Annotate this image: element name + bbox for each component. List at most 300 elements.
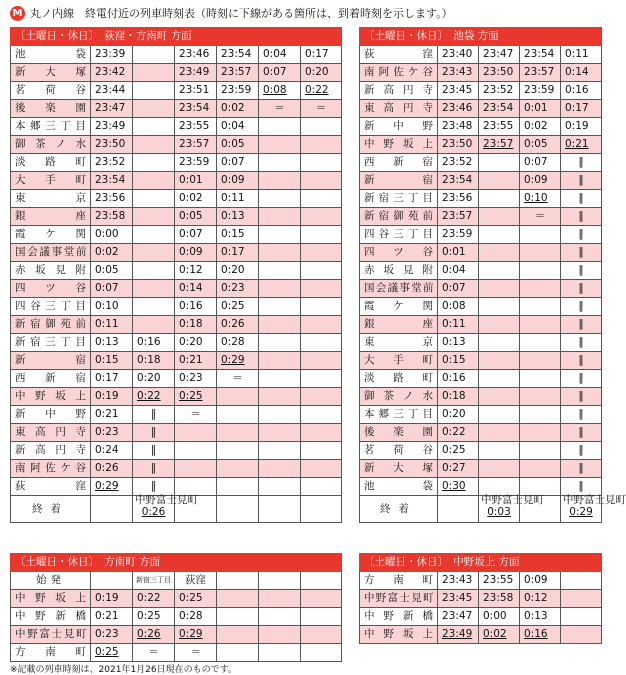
departure-time — [520, 478, 561, 496]
departure-time — [301, 644, 342, 662]
final-cell — [133, 494, 198, 523]
time-value: ‖ — [578, 444, 584, 456]
start-station — [259, 572, 301, 590]
table-row — [11, 118, 342, 136]
departure-time — [91, 460, 133, 478]
station-name: 南阿佐ケ谷 — [360, 64, 438, 82]
final-destination-row — [11, 496, 342, 523]
table-row — [360, 572, 602, 590]
station-name: 新大塚 — [11, 64, 91, 82]
departure-time — [438, 244, 479, 262]
time-value: ＝ — [315, 102, 327, 114]
departure-time — [175, 442, 217, 460]
timetable-nakanosakaue — [359, 553, 602, 644]
departure-time — [438, 572, 479, 590]
departure-time — [301, 136, 342, 154]
time-value: 0:12 — [179, 264, 203, 276]
final-cell — [91, 496, 133, 523]
departure-time — [259, 406, 301, 424]
departure-time — [217, 388, 259, 406]
time-value: 0:11 — [442, 318, 466, 330]
time-value: 23:52 — [95, 156, 126, 168]
table-row — [11, 298, 342, 316]
time-value: 23:54 — [95, 174, 126, 186]
departure-time — [520, 298, 561, 316]
time-value: 0:00 — [483, 610, 507, 622]
departure-time — [259, 626, 301, 644]
station-name: 四谷三丁目 — [360, 226, 438, 244]
time-value: 0:17 — [305, 48, 329, 60]
time-value: 23:52 — [483, 84, 514, 96]
departure-time — [479, 352, 520, 370]
departure-time — [479, 64, 520, 82]
departure-time — [301, 388, 342, 406]
departure-time — [561, 118, 602, 136]
time-value: 0:22 — [305, 84, 329, 96]
departure-time — [259, 172, 301, 190]
time-value: 0:16 — [442, 372, 466, 384]
time-value: 23:56 — [95, 192, 126, 204]
departure-time — [91, 352, 133, 370]
final-arrival-time — [481, 506, 517, 519]
table-row — [11, 154, 342, 172]
departure-time — [479, 590, 520, 608]
station-name: 新中野 — [360, 118, 438, 136]
departure-time — [259, 64, 301, 82]
table-row — [360, 406, 602, 424]
departure-time — [301, 334, 342, 352]
departure-time — [438, 190, 479, 208]
departure-time — [133, 226, 175, 244]
departure-time — [133, 460, 175, 478]
departure-time — [438, 478, 479, 496]
table-row — [11, 352, 342, 370]
time-value: ‖ — [150, 444, 157, 456]
time-value: 0:21 — [95, 408, 119, 420]
time-value: 0:19 — [95, 592, 119, 604]
departure-time — [301, 100, 342, 118]
departure-time — [438, 118, 479, 136]
departure-time — [217, 262, 259, 280]
departure-time — [438, 82, 479, 100]
start-station — [91, 572, 133, 590]
departure-time — [301, 154, 342, 172]
departure-time — [217, 190, 259, 208]
departure-time — [217, 118, 259, 136]
departure-time — [561, 316, 602, 334]
departure-time — [520, 334, 561, 352]
departure-time — [520, 572, 561, 590]
departure-time — [479, 46, 520, 64]
final-cell — [561, 494, 626, 523]
time-value: 0:09 — [524, 574, 548, 586]
departure-time — [217, 82, 259, 100]
time-value: ＝ — [534, 210, 546, 222]
station-name: 四谷三丁目 — [11, 298, 91, 316]
time-value: 0:16 — [524, 628, 548, 640]
time-value: 0:23 — [221, 282, 245, 294]
time-value: 0:17 — [221, 246, 245, 258]
time-value: 0:09 — [179, 246, 203, 258]
time-value: 0:15 — [95, 354, 119, 366]
departure-time — [91, 334, 133, 352]
time-value: 23:48 — [442, 120, 473, 132]
departure-time — [479, 154, 520, 172]
departure-time — [520, 118, 561, 136]
time-value: 23:56 — [442, 192, 473, 204]
departure-time — [301, 208, 342, 226]
station-name: 国会議事堂前 — [11, 244, 91, 262]
time-value: 0:25 — [221, 300, 245, 312]
departure-time — [217, 154, 259, 172]
time-value: 0:15 — [221, 228, 245, 240]
departure-time — [561, 626, 602, 644]
timetable-honancho — [10, 553, 342, 662]
table-row — [11, 280, 342, 298]
departure-time — [479, 82, 520, 100]
departure-time — [133, 442, 175, 460]
departure-time — [91, 406, 133, 424]
departure-time — [217, 64, 259, 82]
table-row — [360, 172, 602, 190]
station-name: 新宿三丁目 — [11, 334, 91, 352]
time-value: 0:18 — [179, 318, 203, 330]
time-value: 0:07 — [95, 282, 119, 294]
time-value: 23:57 — [179, 138, 210, 150]
departure-time — [438, 280, 479, 298]
departure-time — [133, 370, 175, 388]
departure-time — [479, 262, 520, 280]
departure-time — [217, 626, 259, 644]
departure-time — [91, 298, 133, 316]
departure-time — [520, 608, 561, 626]
departure-time — [175, 244, 217, 262]
time-value: 0:08 — [263, 84, 287, 96]
departure-time — [175, 316, 217, 334]
departure-time — [561, 460, 602, 478]
departure-time — [561, 442, 602, 460]
departure-time — [217, 280, 259, 298]
time-value: 0:26 — [95, 462, 119, 474]
departure-time — [561, 136, 602, 154]
station-name: 東高円寺 — [11, 424, 91, 442]
time-value: 0:17 — [95, 372, 119, 384]
time-value: ‖ — [578, 390, 584, 402]
time-value: 23:54 — [179, 102, 210, 114]
time-value: 23:49 — [179, 66, 210, 78]
departure-time — [438, 208, 479, 226]
departure-time — [175, 388, 217, 406]
departure-time — [259, 244, 301, 262]
departure-time — [259, 100, 301, 118]
departure-time — [259, 262, 301, 280]
departure-time — [561, 424, 602, 442]
table-direction-header — [360, 28, 602, 46]
departure-time — [561, 244, 602, 262]
departure-time — [438, 460, 479, 478]
table-row — [360, 388, 602, 406]
departure-time — [479, 370, 520, 388]
departure-time — [438, 626, 479, 644]
time-value: 0:29 — [221, 354, 245, 366]
departure-time — [133, 334, 175, 352]
table-row — [360, 118, 602, 136]
time-value: 0:09 — [221, 174, 245, 186]
departure-time — [133, 388, 175, 406]
time-value: 0:02 — [95, 246, 119, 258]
time-value: 0:07 — [524, 156, 548, 168]
departure-time — [301, 406, 342, 424]
time-value: ＝ — [190, 646, 201, 658]
station-name: 西新宿 — [11, 370, 91, 388]
station-name: 新高円寺 — [11, 442, 91, 460]
departure-time — [217, 208, 259, 226]
departure-time — [175, 154, 217, 172]
station-name: 東高円寺 — [360, 100, 438, 118]
departure-time — [438, 388, 479, 406]
departure-time — [520, 352, 561, 370]
table-row — [360, 154, 602, 172]
final-destination: 中野富士見町 — [481, 494, 544, 506]
departure-time — [217, 316, 259, 334]
departure-time — [438, 100, 479, 118]
time-value: ‖ — [578, 192, 584, 204]
departure-time — [479, 460, 520, 478]
time-value: ‖ — [578, 282, 584, 294]
station-name: 御茶ノ水 — [11, 136, 91, 154]
table-row — [11, 262, 342, 280]
time-value: 0:16 — [565, 84, 589, 96]
departure-time — [520, 590, 561, 608]
departure-time — [479, 424, 520, 442]
departure-time — [561, 590, 602, 608]
station-name: 荻窪 — [11, 478, 91, 496]
departure-time — [301, 190, 342, 208]
departure-time — [479, 478, 520, 496]
departure-time — [175, 136, 217, 154]
time-value: 0:13 — [442, 336, 466, 348]
departure-time — [91, 280, 133, 298]
time-value: 23:55 — [483, 574, 514, 586]
station-name: 新宿 — [11, 352, 91, 370]
departure-time — [479, 280, 520, 298]
station-name: 赤坂見附 — [360, 262, 438, 280]
departure-time — [259, 644, 301, 662]
time-value: 23:46 — [179, 48, 210, 60]
departure-time — [301, 626, 342, 644]
time-value: 0:07 — [221, 156, 245, 168]
page-title: 丸ノ内線 終電付近の列車時刻表（時刻に下線がある箇所は、到着時刻を示します。） — [30, 7, 453, 20]
departure-time — [175, 190, 217, 208]
departure-time — [133, 46, 175, 64]
departure-time — [520, 280, 561, 298]
time-value: 0:27 — [442, 462, 466, 474]
departure-time — [133, 280, 175, 298]
time-value: 23:47 — [483, 48, 514, 60]
departure-time — [520, 424, 561, 442]
final-cell — [479, 494, 544, 523]
time-value: 0:30 — [442, 480, 466, 492]
station-name: 銀座 — [11, 208, 91, 226]
time-value: 23:59 — [221, 84, 252, 96]
departure-time — [217, 644, 259, 662]
departure-time — [301, 316, 342, 334]
station-name: 霞ケ関 — [360, 298, 438, 316]
table-direction-header — [11, 28, 342, 46]
departure-time — [217, 424, 259, 442]
time-value: 23:54 — [483, 102, 514, 114]
departure-time — [479, 136, 520, 154]
time-value: 23:43 — [442, 574, 473, 586]
departure-time — [91, 262, 133, 280]
table-row — [360, 136, 602, 154]
time-value: 23:54 — [442, 174, 473, 186]
departure-time — [217, 244, 259, 262]
station-name: 荻窪 — [360, 46, 438, 64]
direction-title: 〔土曜日・休日〕 池袋 方面 — [360, 28, 602, 46]
time-value: 0:12 — [524, 592, 548, 604]
departure-time — [133, 424, 175, 442]
departure-time — [91, 46, 133, 64]
departure-time — [133, 154, 175, 172]
station-name: 後楽園 — [360, 424, 438, 442]
departure-time — [91, 590, 133, 608]
departure-time — [479, 572, 520, 590]
station-name: 淡路町 — [360, 370, 438, 388]
time-value: 23:50 — [442, 138, 473, 150]
final-arrival-time — [135, 506, 172, 519]
departure-time — [561, 352, 602, 370]
time-value: 0:20 — [179, 336, 203, 348]
departure-time — [259, 118, 301, 136]
table-row — [11, 460, 342, 478]
station-name: 霞ケ関 — [11, 226, 91, 244]
departure-time — [175, 460, 217, 478]
time-value: 0:29 — [95, 480, 119, 492]
departure-time — [438, 154, 479, 172]
time-value: ＝ — [274, 102, 285, 114]
time-value: 23:55 — [179, 120, 210, 132]
table-row — [360, 626, 602, 644]
time-value: 23:39 — [95, 48, 126, 60]
departure-time — [479, 316, 520, 334]
station-name: 池袋 — [360, 478, 438, 496]
departure-time — [259, 208, 301, 226]
departure-time — [520, 316, 561, 334]
table-row — [11, 244, 342, 262]
time-value: ‖ — [578, 462, 584, 474]
departure-time — [91, 136, 133, 154]
table-row — [11, 442, 342, 460]
station-name: 中野坂上 — [360, 626, 438, 644]
departure-time — [175, 352, 217, 370]
table-row — [11, 406, 342, 424]
station-name: 方南町 — [11, 644, 91, 662]
time-value: 0:16 — [179, 300, 203, 312]
departure-time — [259, 334, 301, 352]
departure-time — [217, 136, 259, 154]
departure-time — [438, 262, 479, 280]
table-row — [11, 424, 342, 442]
time-value: 0:23 — [95, 426, 119, 438]
departure-time — [175, 298, 217, 316]
time-value: 0:00 — [95, 228, 119, 240]
table-row — [360, 190, 602, 208]
time-value: ‖ — [578, 174, 584, 186]
time-value: 0:26 — [141, 506, 166, 518]
table-row — [11, 46, 342, 64]
final-label: 終着 — [11, 496, 91, 523]
departure-time — [259, 370, 301, 388]
time-value: 0:02 — [524, 120, 548, 132]
final-destination: 中野富士見町 — [563, 494, 626, 506]
departure-time — [438, 136, 479, 154]
departure-time — [133, 352, 175, 370]
departure-time — [133, 626, 175, 644]
station-name: 方南町 — [360, 572, 438, 590]
departure-time — [217, 442, 259, 460]
departure-time — [561, 608, 602, 626]
table-row — [11, 190, 342, 208]
time-value: 23:52 — [442, 156, 473, 168]
time-value: 0:11 — [95, 318, 119, 330]
time-value: 0:20 — [305, 66, 329, 78]
station-name: 大手町 — [11, 172, 91, 190]
time-value: 23:59 — [179, 156, 210, 168]
departure-time — [91, 316, 133, 334]
departure-time — [133, 316, 175, 334]
departure-time — [520, 208, 561, 226]
time-value: 0:24 — [95, 444, 119, 456]
departure-time — [91, 118, 133, 136]
departure-time — [561, 280, 602, 298]
time-value: 23:40 — [442, 48, 473, 60]
time-value: ‖ — [578, 318, 584, 330]
departure-time — [217, 226, 259, 244]
departure-time — [133, 608, 175, 626]
departure-time — [175, 590, 217, 608]
time-value: 0:29 — [569, 506, 593, 518]
departure-time — [438, 442, 479, 460]
station-name: 後楽園 — [11, 100, 91, 118]
departure-time — [561, 100, 602, 118]
departure-time — [561, 262, 602, 280]
departure-time — [561, 406, 602, 424]
table-row — [11, 626, 342, 644]
table-row — [360, 64, 602, 82]
time-value: 23:58 — [95, 210, 126, 222]
table-row — [11, 608, 342, 626]
departure-time — [133, 590, 175, 608]
time-value: ‖ — [578, 210, 584, 222]
departure-time — [217, 406, 259, 424]
time-value: 0:02 — [483, 628, 507, 640]
table-row — [360, 316, 602, 334]
station-name: 中野富士見町 — [11, 626, 91, 644]
departure-time — [438, 46, 479, 64]
time-value: 23:54 — [524, 48, 555, 60]
time-value: 0:05 — [179, 210, 203, 222]
departure-time — [520, 82, 561, 100]
departure-time — [561, 478, 602, 496]
departure-time — [438, 172, 479, 190]
time-value: 0:18 — [442, 390, 466, 402]
time-value: 0:15 — [442, 354, 466, 366]
departure-time — [301, 82, 342, 100]
departure-time — [175, 82, 217, 100]
table-row — [360, 298, 602, 316]
time-value: 0:25 — [179, 592, 203, 604]
